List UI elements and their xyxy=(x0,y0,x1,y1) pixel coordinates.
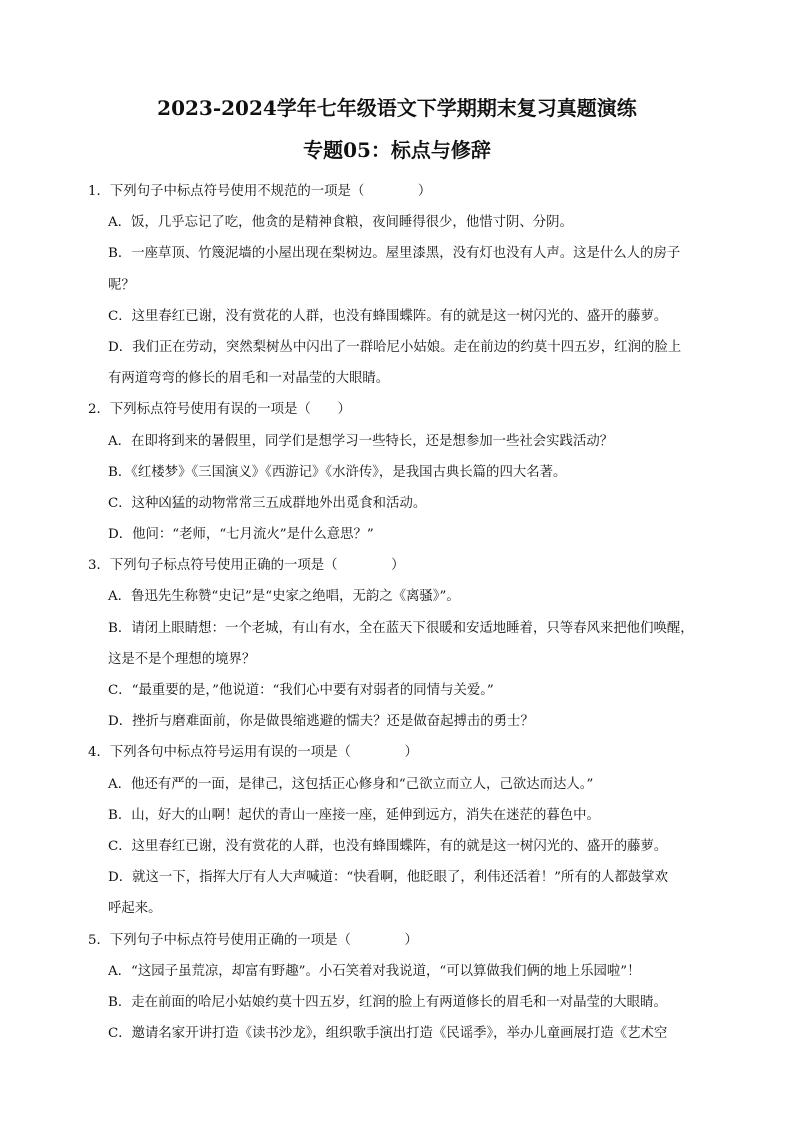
question-stem: 3．下列句子标点符号使用正确的一项是（ ） xyxy=(88,558,405,574)
question-2 xyxy=(88,394,728,550)
option-c: C．这里春红已谢，没有赏花的人群，也没有蜂围蝶阵，有的就是这一树闪光的、盛开的藤萝。 xyxy=(108,838,668,854)
question-stem: 2．下列标点符号使用有误的一项是（ ） xyxy=(88,402,351,418)
document-title: 2023-2024学年七年级语文下学期期末复习真题演练 xyxy=(157,96,637,120)
option-d: D．就这一下，指挥大厅有人大声喊道：“快看啊，他眨眼了，利伟还活着！”所有的人都鼓掌欢 xyxy=(108,870,669,886)
option-c: C．“最重要的是，”他说道：“我们心中要有对弱者的同情与关爱。” xyxy=(108,683,494,698)
option-a: A．鲁迅先生称赞“史记”是“史家之绝唱，无韵之《离骚》”。 xyxy=(108,589,460,605)
option-b: B．《红楼梦》《三国演义》《西游记》《水浒传》，是我国古典长篇的四大名著。 xyxy=(108,464,567,480)
option-d-continued: 有两道弯弯的修长的眉毛和一对晶莹的大眼睛。 xyxy=(108,371,390,387)
option-b: B．一座草顶、竹篾泥墙的小屋出现在梨树边。屋里漆黑，没有灯也没有人声。这是什么人的房子 xyxy=(108,246,681,262)
option-d: D．我们正在劳动，突然梨树丛中闪出了一群哈尼小姑娘。走在前边的约莫十四五岁，红润的脸上 xyxy=(108,339,682,355)
option-b: B．请闭上眼睛想：一个老城，有山有水，全在蓝天下很暖和安适地睡着，只等春风来把他们唤醒， xyxy=(108,620,694,636)
question-stem: 4．下列各句中标点符号运用有误的一项是（ ） xyxy=(88,745,418,761)
option-b: B．走在前面的哈尼小姑娘约莫十四五岁，红润的脸上有两道修长的眉毛和一对晶莹的大眼睛。 xyxy=(108,994,667,1010)
question-4 xyxy=(88,737,728,924)
document-subtitle: 专题05：标点与修辞 xyxy=(303,138,491,162)
option-b-continued: 这是不是个理想的境界？ xyxy=(108,651,256,667)
question-stem: 5．下列句子中标点符号使用正确的一项是（ ） xyxy=(88,932,418,948)
option-d: D．他问：“老师，“七月流火”是什么意思？” xyxy=(108,527,374,543)
question-3 xyxy=(88,550,728,737)
option-c: C．这里春红已谢，没有赏花的人群，也没有蜂围蝶阵。有的就是这一树闪光的、盛开的藤萝。 xyxy=(108,308,668,324)
option-a: A．在即将到来的暑假里，同学们是想学习一些特长，还是想参加一些社会实践活动？ xyxy=(108,433,614,449)
option-c: C．邀请名家开讲打造《读书沙龙》，组织歌手演出打造《民谣季》，举办儿童画展打造《艺术空 xyxy=(108,1026,668,1042)
question-5 xyxy=(88,925,728,1050)
option-a: A．他还有严的一面，是律己，这包括正心修身和“己欲立而立人，己欲达而达人。” xyxy=(108,776,594,792)
question-stem: 1．下列句子中标点符号使用不规范的一项是（ ） xyxy=(88,184,432,199)
option-a: A．“这园子虽荒凉，却富有野趣”。小石笑着对我说道，“可以算做我们俩的地上乐园啦”！ xyxy=(108,963,641,979)
question-1 xyxy=(88,176,728,394)
option-d-continued: 呼起来。 xyxy=(108,901,162,917)
option-b: B．山，好大的山啊！起伏的青山一座接一座，延伸到远方，消失在迷茫的暮色中。 xyxy=(108,807,600,823)
option-c: C．这种凶猛的动物常常三五成群地外出觅食和活动。 xyxy=(108,495,427,511)
option-a: A．饭，几乎忘记了吃，他贪的是精神食粮，夜间睡得很少，他惜寸阴、分阴。 xyxy=(108,215,573,231)
question-list xyxy=(88,176,728,1049)
option-d: D．挫折与磨难面前，你是做畏缩逃避的懦夫？还是做奋起搏击的勇士？ xyxy=(108,714,534,730)
option-b-continued: 呢？ xyxy=(108,277,135,293)
